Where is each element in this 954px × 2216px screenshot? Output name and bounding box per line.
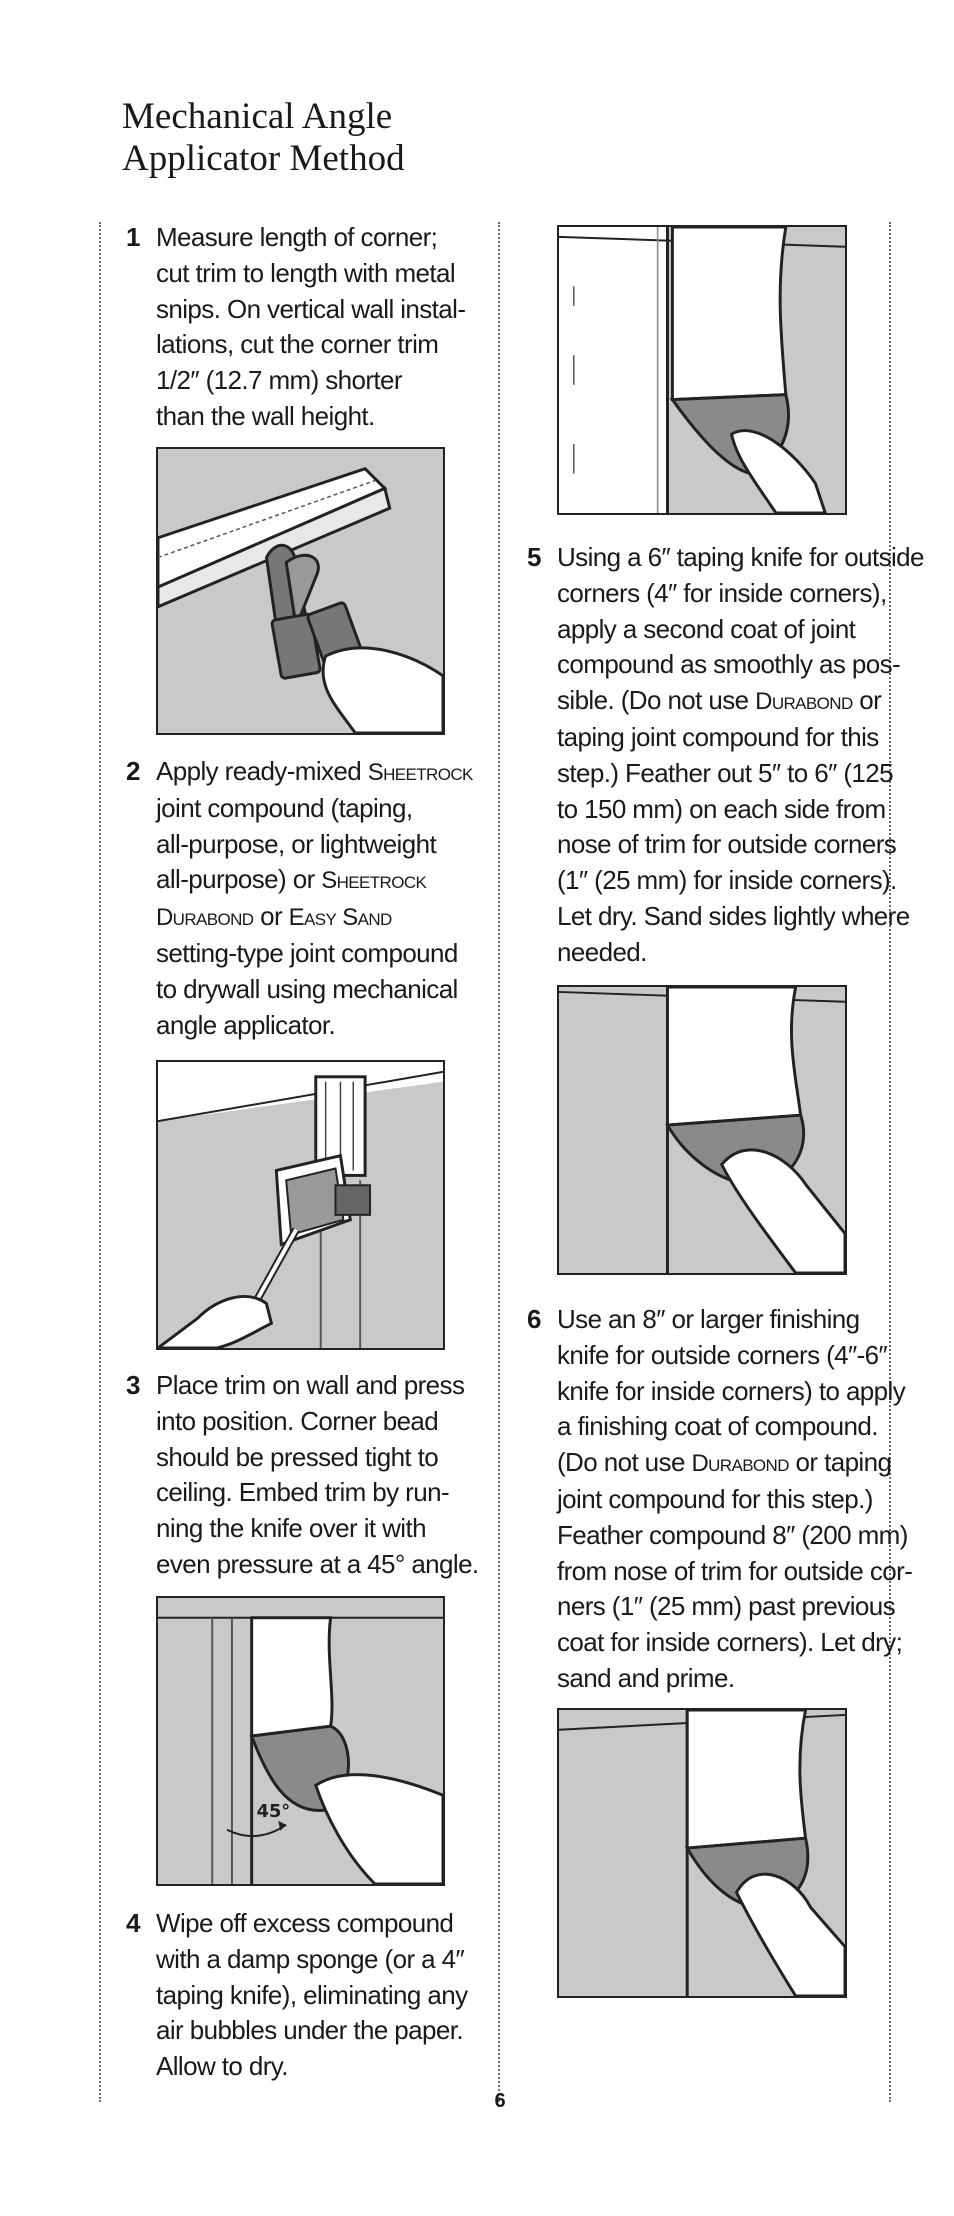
left-dotted-rule [99, 222, 101, 2102]
step-line: knife for outside corners (4″-6″ [557, 1339, 888, 1370]
illustration-angle-applicator [156, 1060, 445, 1350]
step-number: 2 [126, 756, 140, 786]
step-line: apply a second coat of joint [557, 613, 856, 644]
step-line: from nose of trim for outside cor- [557, 1555, 913, 1586]
step-line: step.) Feather out 5″ to 6″ (125 [557, 757, 893, 788]
step-line [557, 683, 924, 720]
step-line: coat for inside corners). Let dry; [557, 1627, 903, 1658]
step-line: a finishing coat of compound. [557, 1411, 878, 1442]
step-line: ning the knife over it with [156, 1513, 426, 1544]
step-line: (1″ (25 mm) for inside corners). [557, 865, 897, 896]
step-text: sible. (Do not use [557, 685, 756, 716]
step-line: joint compound (taping, [156, 792, 413, 823]
step-line: taping knife), eliminating any [156, 1979, 468, 2010]
step-text: Apply ready-mixed [156, 756, 368, 786]
step-number: 4 [126, 1908, 140, 1938]
illustration-wipe-off [557, 225, 847, 515]
brand-name: Sheetrock [367, 759, 473, 786]
step-6 [527, 1302, 913, 1697]
brand-name: Durabond [156, 904, 254, 932]
step-number: 1 [126, 222, 140, 252]
step-line [156, 754, 473, 791]
step-line: 1/2″ (12.7 mm) shorter [156, 365, 402, 396]
step-1 [126, 220, 466, 435]
brand-name: Sheetrock [321, 867, 427, 895]
step-line: needed. [557, 936, 647, 967]
title-line-1: Mechanical Angle [122, 96, 393, 137]
page-title [122, 96, 622, 180]
step-line: setting-type joint compound [156, 937, 458, 968]
angle-label: 45° [256, 1801, 291, 1822]
step-number: 5 [527, 542, 541, 572]
brand-name: Durabond [755, 688, 853, 716]
step-line: air bubbles under the paper. [156, 2015, 463, 2046]
illustration-second-coat [557, 985, 847, 1275]
step-line: than the wall height. [156, 400, 375, 431]
step-line: corners (4″ for inside corners), [557, 577, 887, 608]
illustration-embed-trim [156, 1596, 445, 1886]
step-line: ners (1″ (25 mm) past previous [557, 1591, 895, 1622]
step-line [557, 1445, 912, 1482]
center-dotted-rule [498, 222, 500, 2102]
step-line: to 150 mm) on each side from [557, 793, 886, 824]
step-line: with a damp sponge (or a 4″ [156, 1943, 465, 1974]
step-line: snips. On vertical wall instal- [156, 293, 466, 324]
step-line: lations, cut the corner trim [156, 329, 439, 360]
step-line: Wipe off excess compound [156, 1908, 454, 1938]
step-line: Feather compound 8″ (200 mm) [557, 1519, 908, 1550]
step-text: or [253, 901, 289, 932]
step-line: Place trim on wall and press [156, 1370, 465, 1400]
step-text: (Do not use [557, 1447, 692, 1478]
brand-name: Durabond [691, 1450, 789, 1478]
step-line: Use an 8″ or larger finishing [557, 1304, 860, 1334]
step-text: or [852, 685, 882, 716]
step-line: knife for inside corners) to apply [557, 1375, 906, 1406]
right-dotted-rule [889, 222, 891, 2102]
step-line: compound as smoothly as pos- [557, 649, 901, 680]
step-line: to drywall using mechanical [156, 973, 458, 1004]
brand-name: Easy Sand [288, 904, 392, 932]
step-text: or taping [788, 1447, 892, 1478]
step-2 [126, 754, 473, 1043]
step-4 [126, 1906, 468, 2085]
step-line: all-purpose, or lightweight [156, 828, 437, 859]
step-line: into position. Corner bead [156, 1405, 439, 1436]
step-line: Let dry. Sand sides lightly where [557, 900, 910, 931]
step-line: nose of trim for outside corners [557, 829, 897, 860]
page-number: 6 [494, 2090, 506, 2112]
step-number: 3 [126, 1370, 140, 1400]
step-line [156, 899, 473, 936]
step-line: taping joint compound for this [557, 721, 879, 752]
step-line: Allow to dry. [156, 2051, 288, 2082]
step-line: angle applicator. [156, 1009, 336, 1040]
illustration-cutting-trim [156, 447, 445, 735]
step-line: joint compound for this step.) [557, 1483, 873, 1514]
step-5 [527, 540, 924, 971]
title-line-2: Applicator Method [122, 138, 405, 179]
step-line: even pressure at a 45° angle. [156, 1548, 479, 1579]
step-line: Measure length of corner; [156, 222, 438, 252]
step-text: all-purpose) or [156, 864, 322, 895]
illustration-finishing-coat [557, 1708, 847, 1998]
step-line: should be pressed tight to [156, 1441, 439, 1472]
step-line: sand and prime. [557, 1662, 735, 1693]
step-line: cut trim to length with metal [156, 257, 456, 288]
step-line: ceiling. Embed trim by run- [156, 1477, 450, 1508]
step-3 [126, 1368, 479, 1583]
step-line [156, 862, 473, 899]
step-line: Using a 6″ taping knife for outside [557, 542, 924, 572]
step-number: 6 [527, 1304, 541, 1334]
